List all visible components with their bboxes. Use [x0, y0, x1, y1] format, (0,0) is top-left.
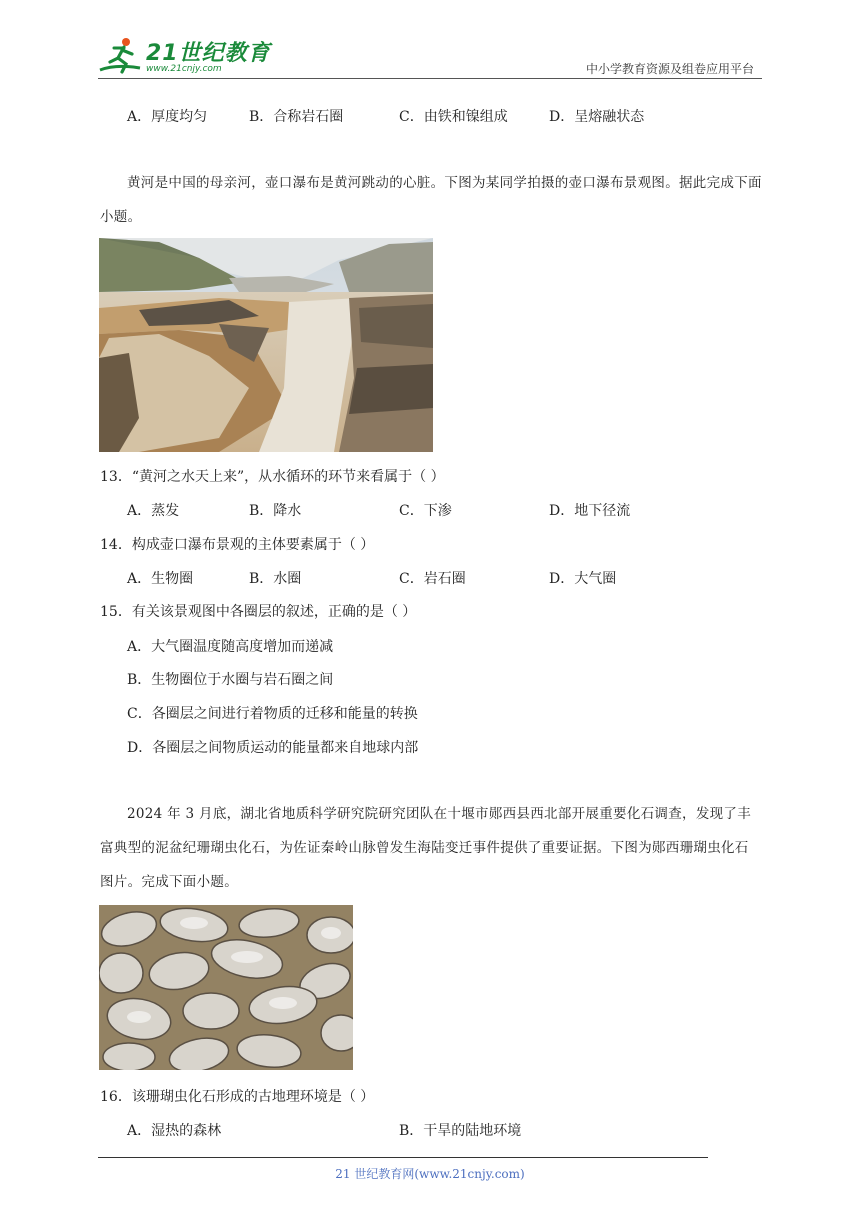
question-16-stem: 16．该珊瑚虫化石形成的古地理环境是（ ） — [100, 1089, 375, 1105]
platform-title: 中小学教育资源及组卷应用平台 — [585, 62, 754, 76]
q15-option-c: C．各圈层之间进行着物质的迁移和能量的转换 — [127, 706, 418, 722]
footer-divider — [98, 1157, 708, 1158]
q16-option-a: A．湿热的森林 — [127, 1123, 222, 1139]
q13-option-d: D．地下径流 — [549, 503, 631, 519]
coral-fossil-photo — [99, 905, 353, 1070]
logo-url: www.21cnjy.com — [146, 64, 222, 74]
q13-option-a: A．蒸发 — [127, 503, 180, 519]
logo-text: 21世纪教育 — [146, 41, 271, 66]
question-15-stem: 15．有关该景观图中各圈层的叙述，正确的是（ ） — [100, 604, 417, 620]
q13-option-b: B．降水 — [249, 503, 302, 519]
passage-hukou: 黄河是中国的母亲河，壶口瀑布是黄河跳动的心脏。下图为某同学拍摄的壶口瀑布景观图。据此完成下面小题。 — [100, 175, 762, 225]
q15-option-a: A．大气圈温度随高度增加而递减 — [127, 639, 334, 655]
passage-coral-fossil: 2024 年 3 月底，湖北省地质科学研究院研究团队在十堰市郧西县西北部开展重要化石调查，发现了丰富典型的泥盆纪珊瑚虫化石，为佐证秦岭山脉曾发生海陆变迁事件提供了重要证据。下图为郧西珊瑚虫化石图片。完成下面小题。 — [100, 806, 752, 890]
q15-option-d: D．各圈层之间物质运动的能量都来自地球内部 — [127, 740, 419, 756]
runner-logo-icon — [96, 34, 146, 78]
question-14-stem: 14．构成壶口瀑布景观的主体要素属于（ ） — [100, 537, 375, 553]
header-divider — [98, 78, 762, 79]
q14-option-d: D．大气圈 — [549, 571, 617, 587]
q14-option-b: B．水圈 — [249, 571, 302, 587]
hukou-waterfall-photo — [99, 238, 433, 452]
prev-option-b: B．合称岩石圈 — [249, 109, 344, 125]
question-13-stem: 13．“黄河之水天上来”，从水循环的环节来看属于（ ） — [100, 469, 445, 485]
q15-option-b: B．生物圈位于水圈与岩石圈之间 — [127, 672, 334, 688]
prev-option-a: A．厚度均匀 — [127, 109, 208, 125]
footer-link[interactable]: 21 世纪教育网(www.21cnjy.com) — [335, 1167, 525, 1181]
q14-option-c: C．岩石圈 — [399, 571, 466, 587]
q14-option-a: A．生物圈 — [127, 571, 194, 587]
q16-option-b: B．干旱的陆地环境 — [399, 1123, 522, 1139]
prev-option-d: D．呈熔融状态 — [549, 109, 645, 125]
q13-option-c: C．下渗 — [399, 503, 452, 519]
prev-option-c: C．由铁和镍组成 — [399, 109, 508, 125]
